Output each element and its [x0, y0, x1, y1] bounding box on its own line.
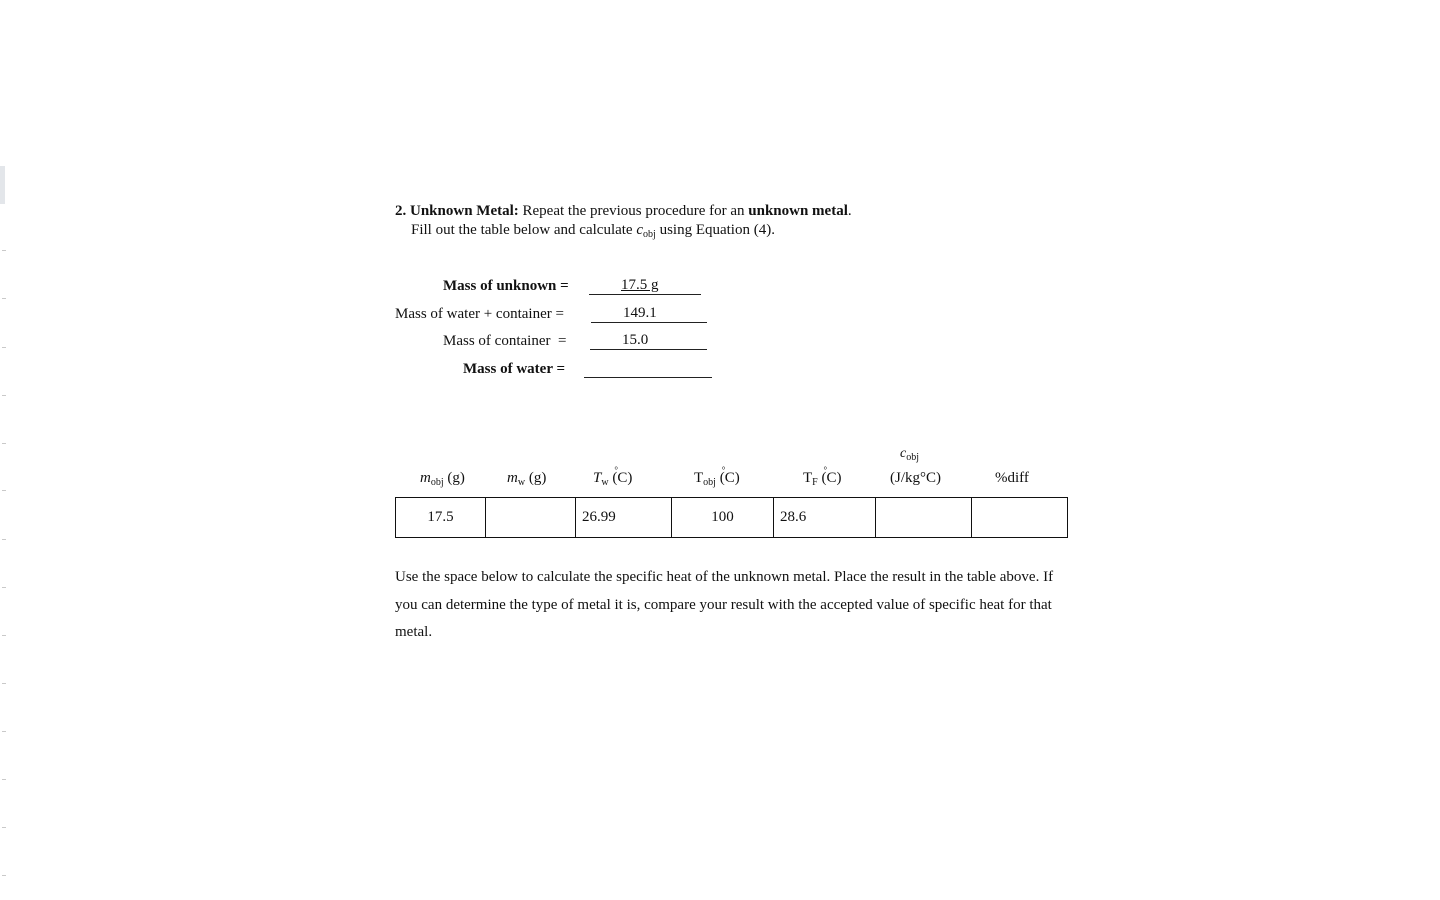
results-table	[395, 497, 1068, 538]
edge-tick	[2, 827, 6, 828]
header-t-w	[593, 469, 632, 487]
edge-tick	[2, 587, 6, 588]
edge-scroll-marker	[0, 166, 5, 204]
header-t-obj-unit: ° (C)	[720, 470, 740, 486]
edge-tick	[2, 395, 6, 396]
mass-container-field	[590, 332, 707, 350]
header-c-obj-sub: obj	[906, 452, 919, 463]
header-t-w-symbol: T	[593, 470, 602, 486]
edge-tick	[2, 298, 6, 299]
mass-container-value: 15.0	[622, 332, 649, 348]
edge-tick	[2, 875, 6, 876]
header-t-obj-symbol: T	[694, 470, 704, 486]
header-t-f-sub: F	[812, 477, 818, 488]
header-t-w-sub: w	[601, 477, 609, 488]
header-m-w-unit: (g)	[528, 470, 547, 486]
header-diff: %diff	[995, 470, 1029, 486]
header-m-obj-sub: obj	[430, 477, 444, 488]
heading-text: Repeat the previous procedure for an	[522, 203, 745, 219]
c-obj-symbol: c	[636, 222, 644, 238]
mass-water-container-value: 149.1	[623, 305, 657, 321]
cell-m-obj: 17.5	[396, 498, 486, 538]
header-m-w	[507, 469, 546, 487]
header-t-f-unit: ° (C)	[821, 470, 841, 486]
cell-m-w	[486, 498, 576, 538]
header-m-obj-symbol: m	[420, 470, 431, 486]
heading-instruction: Fill out the table below and calculate	[411, 222, 633, 238]
edge-tick	[2, 779, 6, 780]
edge-tick	[2, 490, 6, 491]
header-t-f-symbol: T	[803, 470, 813, 486]
header-t-w-unit: ° (C)	[612, 470, 632, 486]
heading-period: .	[847, 203, 852, 219]
header-c-obj-letter: c	[900, 446, 907, 461]
heading-equation-ref: using Equation (4).	[659, 222, 775, 238]
edge-tick	[2, 347, 6, 348]
section-heading	[395, 202, 852, 240]
header-m-obj-unit: (g)	[447, 470, 465, 486]
header-t-obj	[694, 469, 740, 487]
edge-tick	[2, 250, 6, 251]
table-row	[396, 498, 1068, 538]
mass-water-container-label: Mass of water + container =	[395, 306, 564, 322]
mass-container-label: Mass of container =	[443, 333, 567, 349]
heading-emphasis: unknown metal	[748, 203, 848, 219]
cell-t-obj: 100	[672, 498, 774, 538]
edge-tick	[2, 443, 6, 444]
header-m-w-sub: w	[517, 477, 526, 488]
calculation-instructions: Use the space below to calculate the specific heat of the unknown metal. Place the result in the table above. If you can determine the type of metal it is, compare your result with the accepted value of specific heat for that metal.	[395, 569, 1054, 640]
section-title: Unknown Metal:	[410, 203, 519, 219]
cell-t-f: 28.6	[774, 498, 876, 538]
cell-t-w: 26.99	[576, 498, 672, 538]
c-obj-subscript: obj	[643, 229, 656, 240]
mass-unknown-field	[589, 277, 701, 295]
header-t-obj-sub: obj	[703, 477, 716, 488]
edge-tick	[2, 635, 6, 636]
mass-unknown-value: 17.5 g	[621, 277, 659, 293]
mass-unknown-label: Mass of unknown =	[443, 278, 569, 294]
section-number: 2.	[395, 203, 407, 219]
header-m-obj	[420, 469, 465, 487]
mass-water-label: Mass of water =	[463, 361, 565, 377]
edge-tick	[2, 731, 6, 732]
heading-line-2	[395, 221, 852, 240]
mass-water-field	[584, 360, 712, 378]
cell-c-obj	[876, 498, 972, 538]
edge-tick	[2, 539, 6, 540]
header-c-obj-unit: (J/kg°C)	[890, 470, 941, 486]
cell-diff	[972, 498, 1068, 538]
mass-water-container-field	[591, 305, 707, 323]
edge-tick	[2, 683, 6, 684]
header-m-w-symbol: m	[507, 470, 518, 486]
header-c-obj-symbol	[900, 446, 919, 462]
heading-line-1	[395, 202, 852, 221]
header-t-f	[803, 469, 841, 487]
